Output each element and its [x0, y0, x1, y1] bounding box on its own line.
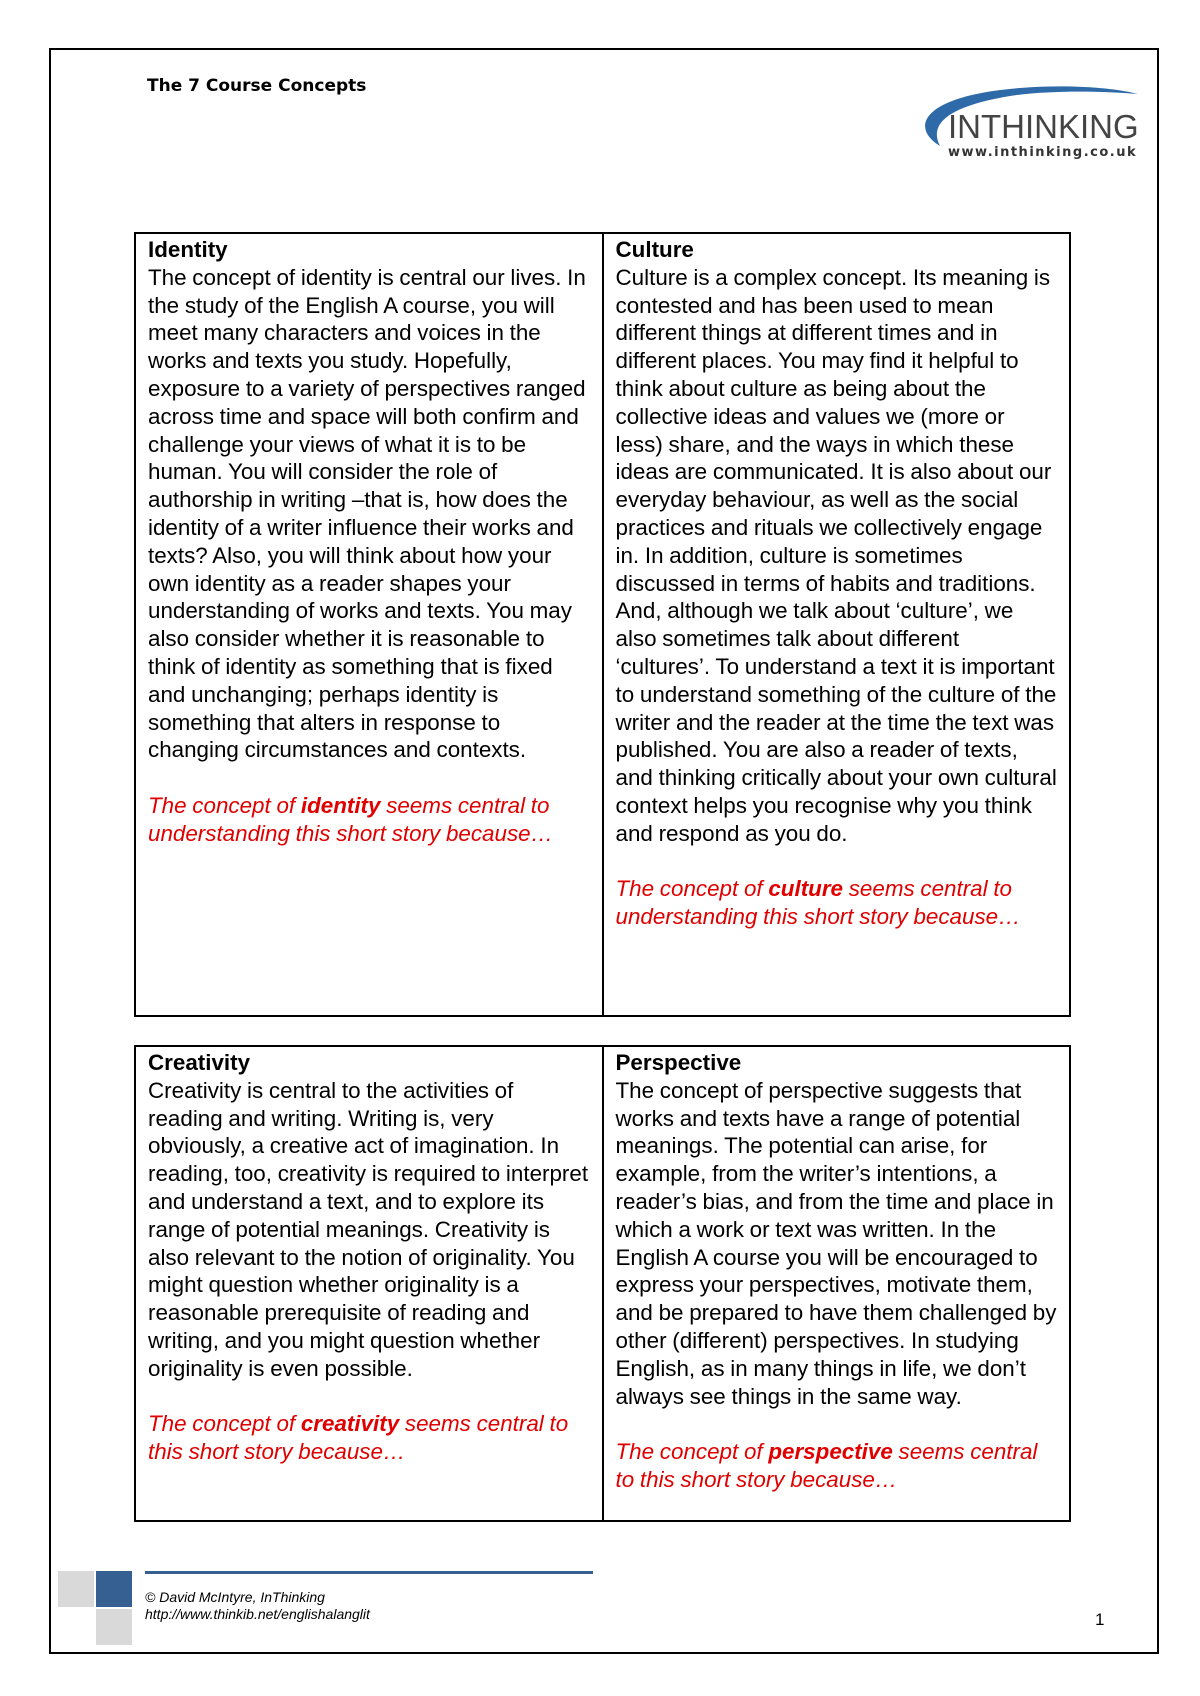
concept-body: Culture is a complex concept. Its meaning is contested and has been used to mean different things at different times and in different places. You may find it helpful to think about culture as being about the collective ideas and values we (more or less) share, and the ways in which these ideas are communicated. It is also about our everyday behaviour, as well as the social practices and rituals we collectively engage in. In addition, culture is sometimes discussed in terms of habits and traditions. And, although we talk about ‘culture’, we also sometimes talk about different ‘cultures’. To understand a text it is important to understand something of the culture of the writer and the reader at the time the text was published. You are also a reader of texts, and thinking critically about your own cultural context helps you recognise why you think and respond as you do. — [615, 264, 1057, 846]
concept-cell-identity — [135, 233, 603, 1016]
footer-square-white — [58, 1609, 94, 1645]
concepts-table-bottom — [134, 1045, 1071, 1522]
concept-title: Culture — [615, 237, 694, 262]
concept-body: Creativity is central to the activities of reading and writing. Writing is, very obviously, a creative act of imagination. In reading, too, creativity is required to interpret and understand a text, and to explore its range of potential meanings. Creativity is also relevant to the notion of originality. You might question whether originality is a reasonable prerequisite of reading and writing, and you might question whether originality is even possible. — [148, 1077, 589, 1381]
concept-cell-perspective — [603, 1046, 1071, 1521]
concept-prompt: The concept of creativity seems central to this short story because… — [148, 1411, 569, 1465]
concepts-table-top — [134, 232, 1071, 1017]
concept-prompt: The concept of culture seems central to understanding this short story because… — [615, 876, 1021, 930]
footer-square-grey — [58, 1571, 94, 1607]
footer-credit — [145, 1589, 370, 1623]
concept-cell-culture — [603, 233, 1071, 1016]
footer-copyright: © David McIntyre, InThinking — [145, 1589, 325, 1605]
concept-cell-creativity — [135, 1046, 603, 1521]
concept-title: Identity — [148, 237, 228, 262]
document-header-title: The 7 Course Concepts — [147, 76, 367, 96]
concept-title: Perspective — [615, 1050, 742, 1075]
concept-title: Creativity — [148, 1050, 251, 1075]
inthinking-logo — [900, 78, 1140, 168]
concept-keyword: identity — [300, 792, 381, 818]
footer-divider — [145, 1571, 593, 1574]
concept-body: The concept of identity is central our lives. In the study of the English A course, you will meet many characters and voices in the works and texts you study. Hopefully, exposure to a variety of perspectives ranged across time and space will both confirm and challenge your views of what it is to be human. You will consider the role of authorship in writing –that is, how does the identity of a writer influence their works and texts? Also, you will think about how your own identity as a reader shapes your understanding of works and texts. You may also consider whether it is reasonable to think of identity as something that is fixed and unchanging; perhaps identity is something that alters in response to changing circumstances and contexts. — [148, 264, 586, 763]
concept-prompt: The concept of identity seems central to understanding this short story because… — [148, 792, 553, 846]
footer-square-grey — [96, 1609, 132, 1645]
logo-url: www.inthinking.co.uk — [948, 145, 1138, 160]
concept-body: The concept of perspective suggests that works and texts have a range of potential meanings. The potential can arise, for example, from the writer’s intentions, a reader’s bias, and from the time and place in which a work or text was written. In the English A course you will be encouraged to express your perspectives, motivate them, and be prepared to have them challenged by other (different) perspectives. In studying English, as in many things in life, we don’t always see things in the same way. — [615, 1077, 1057, 1409]
concept-keyword: culture — [768, 876, 843, 902]
footer-url[interactable]: http://www.thinkib.net/englishalanglit — [145, 1606, 370, 1622]
concept-keyword: creativity — [300, 1411, 400, 1437]
concept-keyword: perspective — [768, 1439, 893, 1465]
page-number: 1 — [1095, 1610, 1105, 1629]
logo-wordmark: INTHINKING — [948, 108, 1139, 145]
concept-prompt: The concept of perspective seems central to this short story because… — [615, 1439, 1038, 1492]
footer-square-blue — [96, 1571, 132, 1607]
